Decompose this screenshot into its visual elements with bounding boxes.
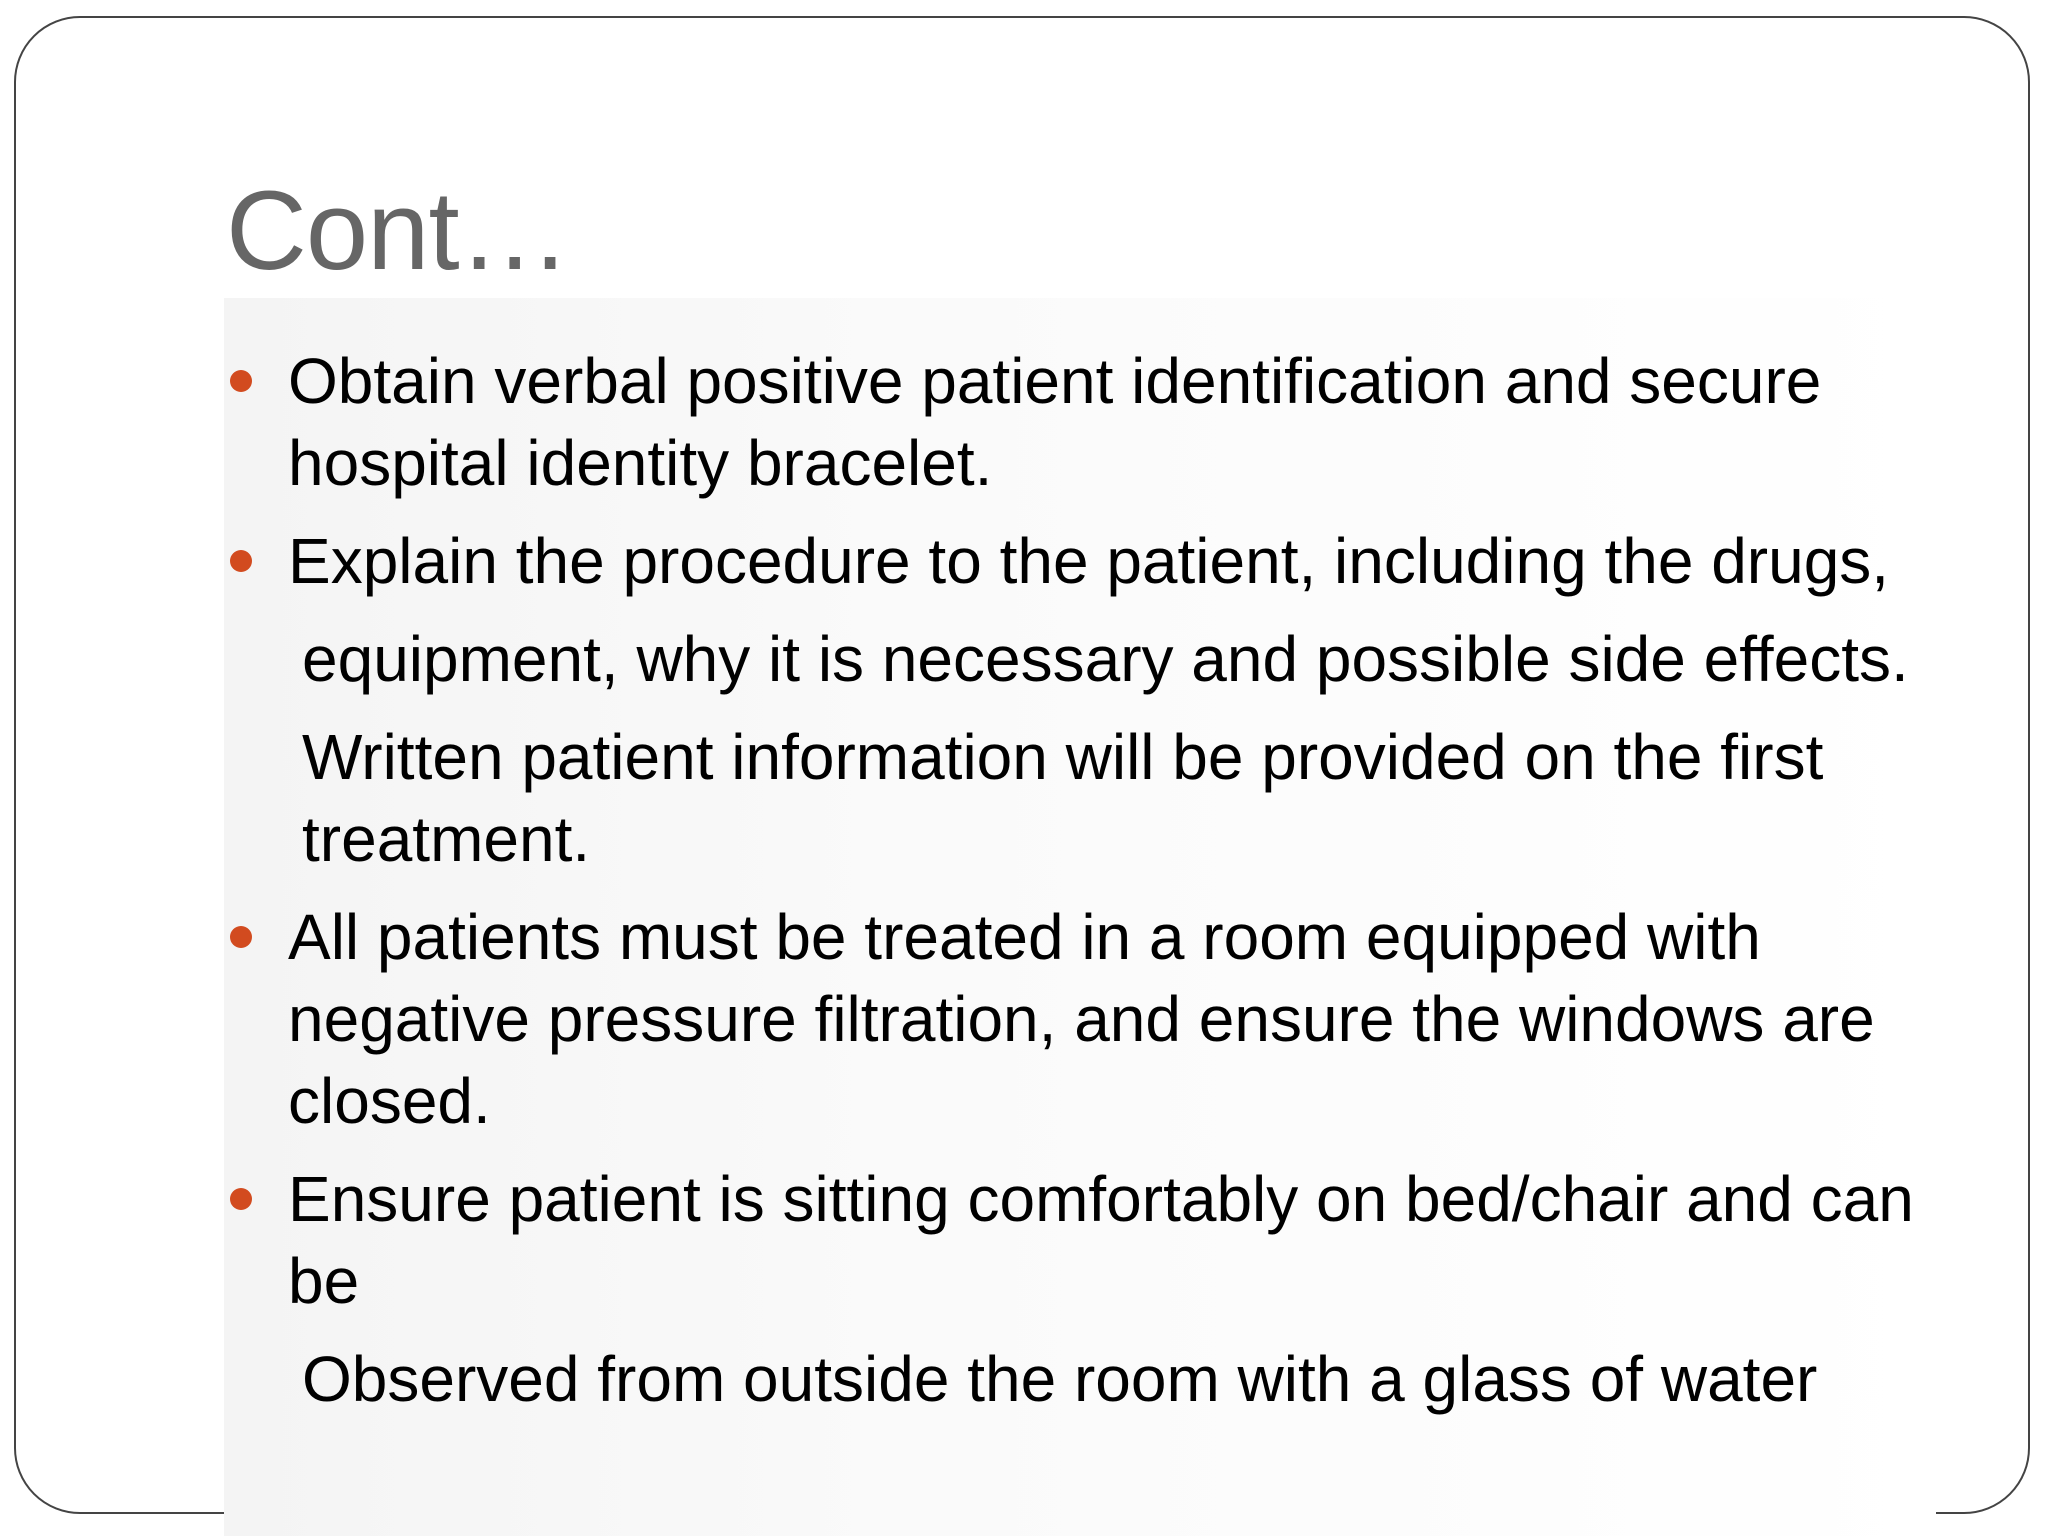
bullet-paragraph (288, 1158, 1948, 1322)
bullet-dot-icon (230, 550, 252, 572)
paragraph-text: All patients must be treated in a room equipped with negative pressure filtration, and ensure the windows are closed. (288, 901, 1875, 1137)
paragraph-text: Written patient information will be provided on the first treatment. (302, 721, 1824, 875)
bullet-paragraph (288, 896, 1948, 1142)
continuation-paragraph (288, 618, 1948, 700)
bullet-dot-icon (230, 926, 252, 948)
continuation-paragraph (288, 716, 1948, 880)
slide-body (288, 340, 1948, 1420)
paragraph-text: Ensure patient is sitting comfortably on bed/chair and can be (288, 1163, 1914, 1317)
paragraph-text: Obtain verbal positive patient identification and secure hospital identity bracelet. (288, 345, 1822, 499)
continuation-paragraph (288, 1338, 1948, 1420)
bullet-dot-icon (230, 370, 252, 392)
bullet-dot-icon (230, 1188, 252, 1210)
paragraph-text: Observed from outside the room with a glass of water (302, 1343, 1818, 1415)
bullet-paragraph (288, 520, 1948, 602)
bullet-paragraph (288, 340, 1948, 504)
paragraph-text: equipment, why it is necessary and possible side effects. (302, 623, 1909, 695)
paragraph-text: Explain the procedure to the patient, including the drugs, (288, 525, 1890, 597)
slide-title: Cont… (226, 168, 570, 293)
